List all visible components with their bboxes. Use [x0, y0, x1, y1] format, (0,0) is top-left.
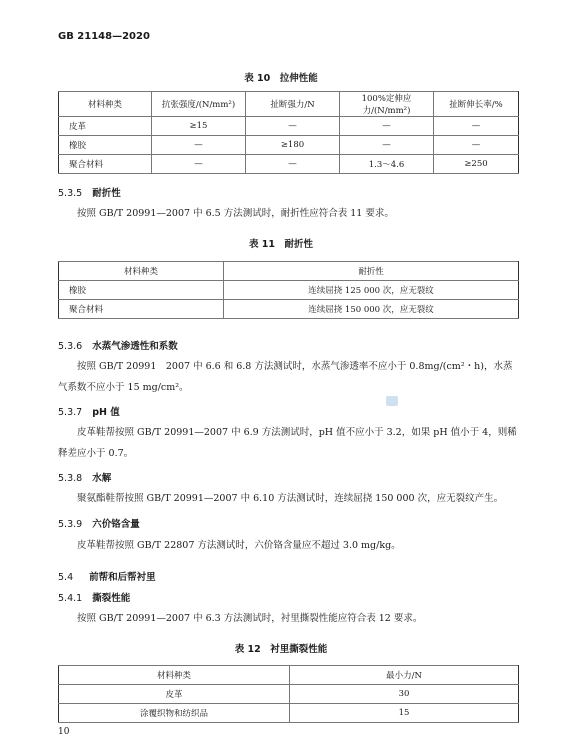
section-heading-5-3-7 — [58, 404, 120, 418]
paragraph: 按照 GB/T 20991 2007 中 6.6 和 6.8 方法测试时，水蒸气渗透率不应小于 0.8mg/(cm²・h)，水蒸气系数不应小于 15 mg/cm²。 — [58, 361, 513, 393]
section-title: 水解 — [92, 473, 112, 484]
table-cell: — — [340, 136, 434, 155]
section-title: 撕裂性能 — [92, 593, 131, 604]
table-header-row — [59, 262, 519, 281]
table-11-title: 表 11 耐折性 — [248, 239, 314, 250]
table-cell: 连续屈挠 150 000 次，应无裂纹 — [224, 300, 519, 319]
section-heading-5-3-8 — [58, 470, 111, 484]
table-cell: 皮革 — [59, 117, 152, 136]
table-row — [59, 704, 519, 723]
paragraph: 按照 GB/T 20991—2007 中 6.3 方法测试时，衬里撕裂性能应符合表 12 要求。 — [77, 613, 423, 624]
table-header-row — [59, 666, 519, 685]
table-cell: 橡胶 — [59, 281, 224, 300]
column-header: 最小力/N — [290, 666, 519, 685]
table-row — [59, 155, 519, 174]
table-cell: 连续屈挠 125 000 次，应无裂纹 — [224, 281, 519, 300]
table-10-title: 表 10 拉伸性能 — [244, 73, 318, 84]
table-cell: — — [246, 117, 340, 136]
table-cell: 15 — [290, 704, 519, 723]
section-number: 5.3.5 — [58, 188, 83, 199]
paragraph: 按照 GB/T 20991—2007 中 6.5 方法测试时，耐折性应符合表 11 要求。 — [77, 208, 394, 219]
table-cell: 涂覆织物和纺织品 — [59, 704, 290, 723]
table-12-title: 表 12 衬里撕裂性能 — [234, 644, 328, 655]
table-row — [59, 300, 519, 319]
table-cell: 30 — [290, 685, 519, 704]
section-heading-5-4 — [58, 569, 156, 583]
section-title: 六价铬含量 — [92, 519, 140, 530]
section-title: 耐折性 — [92, 188, 121, 199]
section-number: 5.3.9 — [58, 519, 83, 530]
table-header-row — [59, 92, 519, 117]
table-cell: — — [152, 155, 246, 174]
section-number: 5.3.7 — [58, 407, 83, 418]
table-row — [59, 685, 519, 704]
column-header: 耐折性 — [224, 262, 519, 281]
section-heading-5-4-1 — [58, 590, 130, 604]
section-title: pH 值 — [92, 407, 120, 418]
table-cell: — — [152, 136, 246, 155]
table-cell: ≥250 — [434, 155, 519, 174]
table-cell: 聚合材料 — [59, 300, 224, 319]
table-cell: ≥15 — [152, 117, 246, 136]
table-row — [59, 117, 519, 136]
column-header: 100%定伸应力/(N/mm²) — [340, 92, 434, 117]
table-cell: 橡胶 — [59, 136, 152, 155]
watermark-icon — [386, 396, 398, 406]
table-cell: — — [340, 117, 434, 136]
table-cell: 聚合材料 — [59, 155, 152, 174]
table-row — [59, 281, 519, 300]
column-header: 扯断强力/N — [246, 92, 340, 117]
section-heading-5-3-6 — [58, 338, 178, 352]
section-heading-5-3-9 — [58, 516, 140, 530]
column-header: 扯断伸长率/% — [434, 92, 519, 117]
paragraph: 皮革鞋帮按照 GB/T 20991—2007 中 6.9 方法测试时，pH 值不应小于 3.2，如果 pH 值小于 4，则稀释差应小于 0.7。 — [58, 427, 517, 459]
paragraph: 聚氨酯鞋帮按照 GB/T 20991—2007 中 6.10 方法测试时，连续屈挠 150 000 次，应无裂纹产生。 — [77, 493, 504, 504]
section-number: 5.4.1 — [58, 593, 83, 604]
table-cell: ≥180 — [246, 136, 340, 155]
section-number: 5.3.8 — [58, 473, 83, 484]
table-10 — [58, 91, 519, 174]
table-cell: 皮革 — [59, 685, 290, 704]
paragraph: 皮革鞋帮按照 GB/T 22807 方法测试时，六价铬含量应不超过 3.0 mg/kg。 — [77, 540, 401, 551]
section-title: 前帮和后帮衬里 — [89, 572, 156, 583]
column-header: 抗张强度/(N/mm²) — [152, 92, 246, 117]
section-number: 5.4 — [58, 572, 74, 583]
table-cell: — — [434, 117, 519, 136]
document-header: GB 21148—2020 — [58, 31, 150, 42]
table-11 — [58, 261, 519, 319]
table-12 — [58, 665, 519, 723]
section-number: 5.3.6 — [58, 341, 83, 352]
column-header: 材料种类 — [59, 92, 152, 117]
column-header: 材料种类 — [59, 666, 290, 685]
section-title: 水蒸气渗透性和系数 — [92, 341, 178, 352]
table-cell: 1.3～4.6 — [340, 155, 434, 174]
table-row — [59, 136, 519, 155]
section-heading-5-3-5 — [58, 185, 121, 199]
page-number: 10 — [58, 727, 70, 737]
table-cell: — — [246, 155, 340, 174]
table-cell: — — [434, 136, 519, 155]
column-header: 材料种类 — [59, 262, 224, 281]
